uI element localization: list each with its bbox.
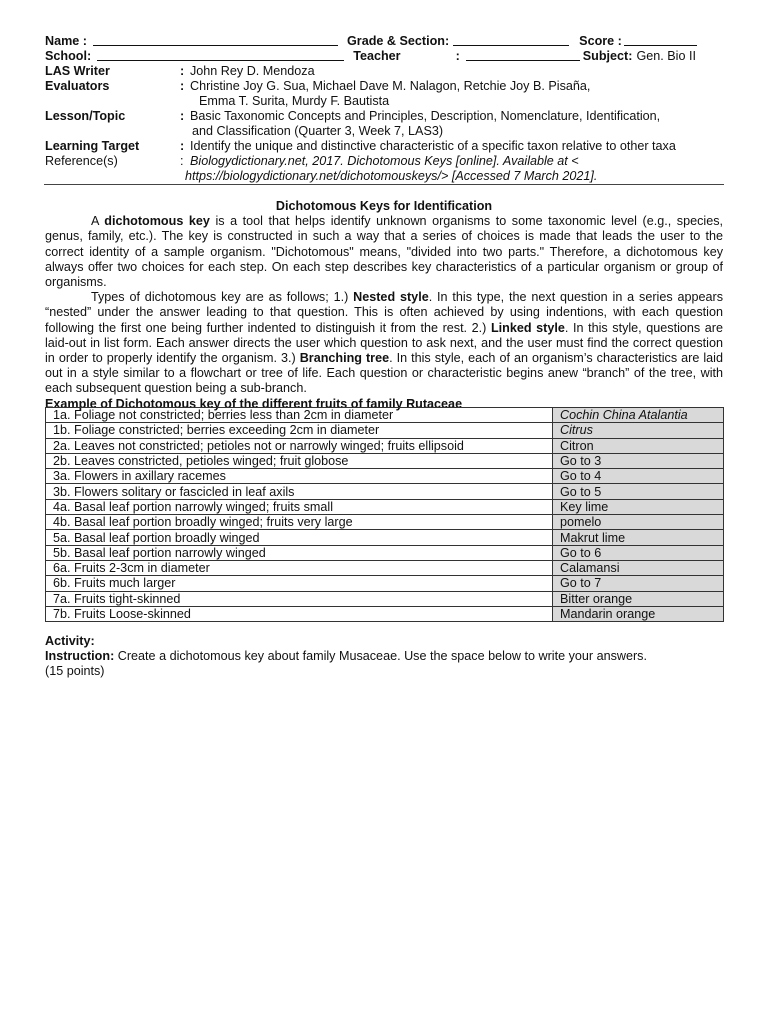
key-result: Go to 3 [553, 453, 724, 468]
header-row-2 [45, 49, 725, 64]
meta-references: Reference(s) : Biologydictionary.net, 2017. Dichotomous Keys [online]. Available at < https://biologydictionary.net/dichotomouskeys/> [Accessed 7 March 2021]. [45, 153, 598, 183]
key-step: 7a. Fruits tight-skinned [46, 591, 553, 606]
meta-value-line2: Emma T. Surita, Murdy F. Bautista [199, 94, 390, 109]
key-result: Citron [553, 438, 724, 453]
teacher-label: Teacher [353, 49, 401, 64]
table-row [46, 515, 724, 530]
key-result: Go to 6 [553, 545, 724, 560]
table-row [46, 438, 724, 453]
dichotomous-key-table [45, 407, 724, 622]
grade-section-label: Grade & Section: [347, 34, 450, 48]
table-row [46, 576, 724, 591]
name-label: Name : [45, 34, 87, 48]
key-result: Cochin China Atalantia [553, 408, 724, 423]
key-step: 5b. Basal leaf portion narrowly winged [46, 545, 553, 560]
table-row [46, 545, 724, 560]
meta-key: Lesson/Topic [45, 109, 126, 124]
worksheet-header [45, 34, 725, 184]
key-result: Mandarin orange [553, 606, 724, 621]
meta-learning-target: Learning Target : Identify the unique and distinctive characteristic of a specific taxon relative to other taxa [45, 138, 676, 153]
school-field[interactable] [97, 49, 344, 61]
name-field[interactable] [93, 34, 338, 46]
key-step: 6b. Fruits much larger [46, 576, 553, 591]
teacher-colon: : [455, 49, 460, 64]
meta-evaluators: Evaluators : Christine Joy G. Sua, Michael Dave M. Nalagon, Retchie Joy B. Pisaña, Emma T. Surita, Murdy F. Bautista [45, 79, 591, 109]
para1-text: A [91, 214, 105, 229]
school-label: School: [45, 49, 92, 64]
activity-instruction [45, 649, 725, 664]
meta-key: Evaluators [45, 79, 110, 94]
table-row [46, 560, 724, 575]
score-field[interactable] [624, 34, 697, 46]
meta-value: John Rey D. Mendoza [190, 64, 315, 79]
meta-value: Identify the unique and distinctive characteristic of a specific taxon relative to other taxa [190, 138, 676, 153]
key-step: 3b. Flowers solitary or fascicled in leaf axils [46, 484, 553, 499]
para1-text: species, genus, family, etc.). The key is constructed in such a way that a series of choices is made that leads the user to the correct identity of a sample organism. "Dichotomous" means, "divided into two parts." Therefore, a dichotomous key always offer two choices for each step. On each step describes key characteristics of a particular organism or group of organisms. [45, 214, 723, 290]
key-step: 3a. Flowers in axillary racemes [46, 469, 553, 484]
table-row [46, 423, 724, 438]
meta-value-line2: https://biologydictionary.net/dichotomouskeys/> [Accessed 7 March 2021]. [185, 168, 598, 183]
key-step: 1a. Foliage not constricted; berries less than 2cm in diameter [46, 408, 553, 423]
meta-value: Biologydictionary.net, 2017. Dichotomous Keys [online]. Available at < [190, 153, 579, 168]
table-row [46, 499, 724, 514]
para2-text: . In this type, the next question in a series appears “nested” under the answer leading to that question. This is often achieved by using indentions, with each question following the first one being further indented to distinguish it from the rest. 2.) [45, 290, 723, 335]
instruction-label: Instruction: [45, 649, 115, 664]
teacher-field[interactable] [466, 49, 580, 61]
activity-section [45, 634, 725, 680]
branching-tree-term: Branching tree [299, 351, 390, 366]
table-row [46, 530, 724, 545]
key-step: 6a. Fruits 2-3cm in diameter [46, 560, 553, 575]
key-step: 4b. Basal leaf portion broadly winged; fruits very large [46, 515, 553, 530]
table-row [46, 591, 724, 606]
key-result: Bitter orange [553, 591, 724, 606]
key-step: 5a. Basal leaf portion broadly winged [46, 530, 553, 545]
grade-section-field[interactable] [453, 34, 569, 46]
key-result: Key lime [553, 499, 724, 514]
types-paragraph [45, 290, 723, 396]
meta-value: Basic Taxonomic Concepts and Principles, Description, Nomenclature, Identification, [190, 109, 661, 124]
para2-text: . In this style, questions are laid-out in list form. Each answer directs the user which question to ask next, and the user must find the correct question in order to properly identify the organism. 3.) [45, 320, 723, 366]
key-result: Citrus [553, 423, 724, 438]
key-step: 4a. Basal leaf portion narrowly winged; fruits small [46, 499, 553, 514]
para2-text: Types of dichotomous key are as follows; 1.) [91, 290, 354, 305]
meta-las-writer: LAS Writer : John Rey D. Mendoza [45, 64, 315, 79]
table-row [46, 453, 724, 468]
intro-paragraph [45, 214, 723, 290]
subject-value: Gen. Bio II [636, 49, 696, 64]
linked-style-term: Linked style [490, 320, 565, 335]
nested-style-term: Nested style [353, 290, 429, 305]
activity-label: Activity: [45, 634, 95, 648]
table-row [46, 469, 724, 484]
key-result: pomelo [553, 515, 724, 530]
lesson-body [45, 199, 723, 412]
para1-text: is a tool that helps identify unknown organisms to some taxonomic level (e.g., [209, 214, 672, 229]
para2-text: . In this style, each of an organism’s characteristics are laid out in a style similar to a flowchart or tree of life. Each question or characteristic begins anew “branch” of the tree, with each subsequent question being a sub-branch. [45, 351, 723, 396]
header-divider [44, 184, 724, 185]
header-row-1 [45, 34, 725, 49]
meta-key: LAS Writer [45, 64, 110, 79]
table-caption: Example of Dichotomous key of the different fruits of family Rutaceae [45, 396, 463, 411]
section-title: Dichotomous Keys for Identification [275, 199, 493, 213]
activity-points: (15 points) [45, 664, 105, 679]
key-result: Go to 5 [553, 484, 724, 499]
subject-label: Subject: [582, 49, 633, 64]
meta-key: Learning Target [45, 138, 140, 153]
key-step: 1b. Foliage constricted; berries exceeding 2cm in diameter [46, 423, 553, 438]
table-row [46, 408, 724, 423]
key-result: Calamansi [553, 560, 724, 575]
meta-key: Reference(s) [45, 153, 118, 168]
key-step: 2a. Leaves not constricted; petioles not or narrowly winged; fruits ellipsoid [46, 438, 553, 453]
key-result: Makrut lime [553, 530, 724, 545]
meta-value: Christine Joy G. Sua, Michael Dave M. Nalagon, Retchie Joy B. Pisaña, [190, 79, 591, 94]
meta-value-line2: and Classification (Quarter 3, Week 7, LAS3) [192, 124, 444, 139]
key-result: Go to 7 [553, 576, 724, 591]
instruction-text: Create a dichotomous key about family Musaceae. Use the space below to write your answers. [114, 649, 647, 664]
score-label: Score : [579, 34, 622, 48]
key-step: 2b. Leaves constricted, petioles winged; fruit globose [46, 453, 553, 468]
table-row [46, 484, 724, 499]
para1-bold-term: dichotomous key [104, 214, 210, 229]
key-step: 7b. Fruits Loose-skinned [46, 606, 553, 621]
key-result: Go to 4 [553, 469, 724, 484]
meta-lesson-topic: Lesson/Topic : Basic Taxonomic Concepts and Principles, Description, Nomenclature, Identification, and Classification (Quarter 3, Week 7, LAS3) [45, 109, 661, 139]
table-row [46, 606, 724, 621]
